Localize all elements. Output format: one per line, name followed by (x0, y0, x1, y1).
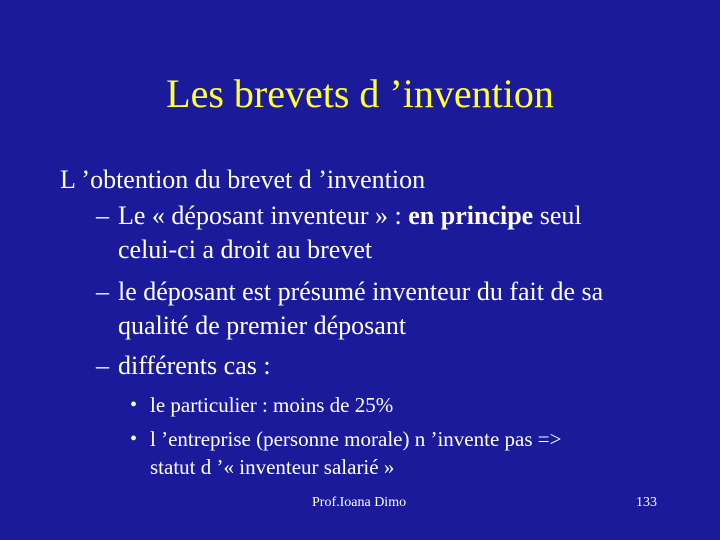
round-bullet: • (130, 428, 138, 450)
slide-title: Les brevets d ’invention (166, 71, 554, 116)
dash-bullet: – (96, 277, 109, 306)
dash-bullet: – (96, 201, 109, 230)
item3: différents cas : (118, 351, 271, 380)
item1-suffix: seul (533, 201, 582, 230)
dash-bullet: – (96, 351, 109, 380)
footer-author: Prof.Ioana Dimo (312, 495, 407, 510)
sub-item2-line1: l ’entreprise (personne morale) n ’invente pas => (150, 427, 562, 451)
item1-line2: celui-ci a droit au brevet (118, 235, 373, 264)
slide-heading: L ’obtention du brevet d ’invention (60, 165, 426, 194)
item1-line1 (118, 200, 582, 232)
item2-line1: le déposant est présumé inventeur du fait de sa (118, 277, 604, 306)
item2-line2: qualité de premier déposant (118, 311, 407, 340)
sub-item1: le particulier : moins de 25% (150, 393, 394, 417)
sub-item2-line2: statut d ’« inventeur salarié » (150, 455, 395, 479)
round-bullet: • (130, 394, 138, 416)
item1-prefix: Le « déposant inventeur » : (118, 201, 409, 230)
item1-bold: en principe (408, 201, 534, 230)
page-number: 133 (636, 495, 657, 510)
